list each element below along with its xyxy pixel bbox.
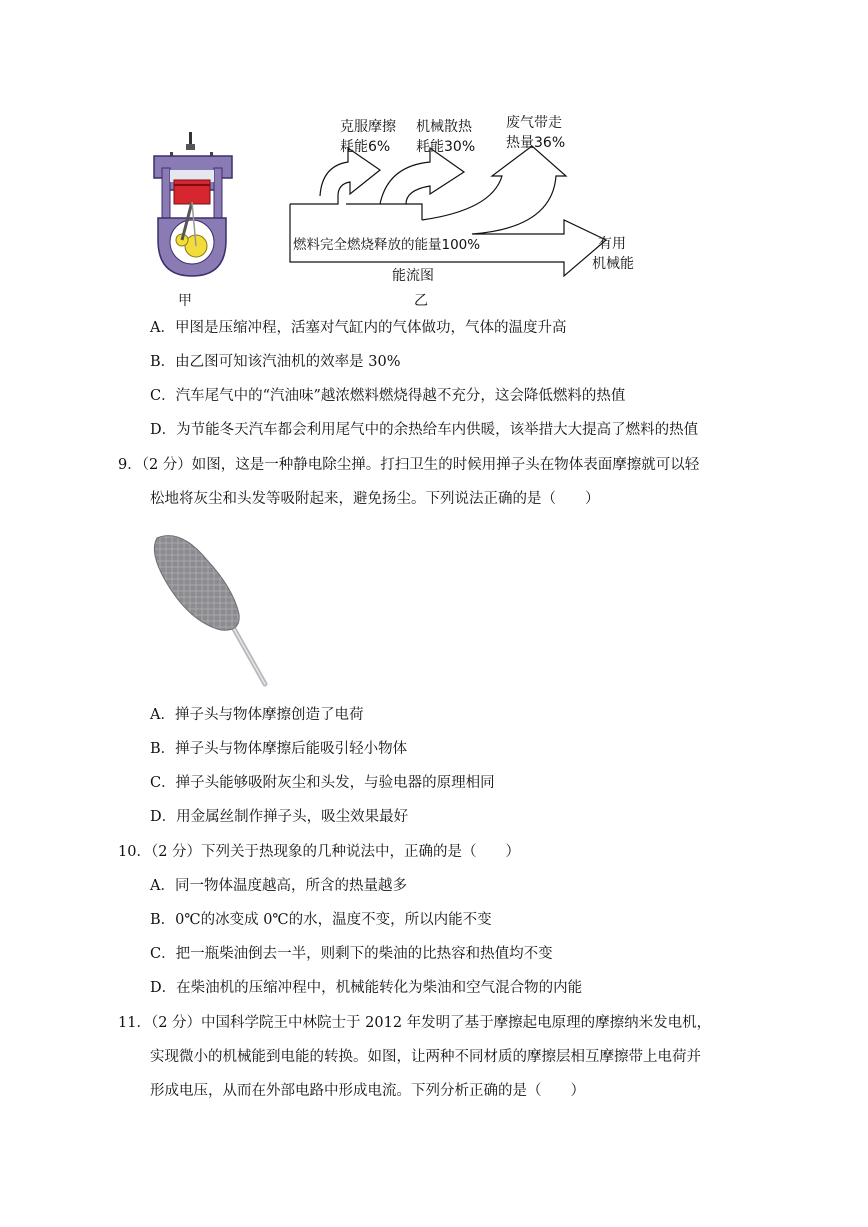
branch-label-heat-1: 机械散热 [416, 119, 472, 135]
q8-option-c: C．汽车尾气中的“汽油味”越浓燃料燃烧得越不充分，这会降低燃料的热值 [150, 388, 626, 404]
static-duster-illustration [145, 522, 275, 692]
q8-option-a: A．甲图是压缩冲程，活塞对气缸内的气体做功，气体的温度升高 [150, 320, 567, 336]
branch-label-exhaust-2: 热量36% [506, 135, 566, 151]
q9-option-d: D．用金属丝制作掸子头，吸尘效果最好 [150, 809, 409, 825]
figure-caption-jia: 甲 [178, 293, 192, 309]
branch-label-exhaust-1: 废气带走 [506, 115, 562, 131]
diagram-title: 能流图 [392, 268, 434, 284]
q8-option-b: B．由乙图可知该汽油机的效率是 30% [150, 354, 401, 370]
duster-figure [145, 522, 275, 692]
q10-option-c: C．把一瓶柴油倒去一半，则剩下的柴油的比热容和热值均不变 [150, 946, 553, 962]
figure-caption-yi: 乙 [414, 293, 428, 309]
q8-option-d: D．为节能冬天汽车都会利用尾气中的余热给车内供暖，该举措大大提高了燃料的热值 [150, 422, 699, 438]
q11-stem-line2: 实现微小的机械能到电能的转换。如图，让两种不同材质的摩擦层相互摩擦带上电荷并 [150, 1049, 701, 1065]
q11-stem-line1: 11．（2 分）中国科学院王中林院士于 2012 年发明了基于摩擦起电原理的摩擦纳米发电机， [118, 1015, 712, 1031]
input-energy-label: 燃料完全燃烧释放的能量100% [293, 237, 481, 253]
q9-option-c: C．掸子头能够吸附灰尘和头发，与验电器的原理相同 [150, 775, 495, 791]
q9-stem-line2: 松地将灰尘和头发等吸附起来，避免扬尘。下列说法正确的是（ ） [150, 491, 600, 507]
q10-stem: 10．（2 分）下列关于热现象的几种说法中，正确的是（ ） [118, 844, 521, 860]
q11-stem-line3: 形成电压，从而在外部电路中形成电流。下列分析正确的是（ ） [150, 1083, 585, 1099]
branch-label-friction-1: 克服摩擦 [340, 119, 396, 135]
branch-label-friction-2: 耗能6% [340, 139, 391, 155]
branch-label-heat-2: 耗能30% [416, 139, 476, 155]
engine-cylinder-illustration [148, 128, 238, 278]
q10-option-a: A．同一物体温度越高，所含的热量越多 [150, 878, 407, 894]
q9-option-b: B．掸子头与物体摩擦后能吸引轻小物体 [150, 741, 408, 757]
output-label-line2: 机械能 [592, 256, 634, 272]
q10-option-b: B．0℃的冰变成 0℃的水，温度不变，所以内能不变 [150, 912, 492, 928]
q9-stem-line1: 9．（2 分）如图，这是一种静电除尘掸。打扫卫生的时候用掸子头在物体表面摩擦就可以轻 [118, 457, 700, 473]
engine-figure [148, 128, 238, 278]
q10-option-d: D．在柴油机的压缩冲程中，机械能转化为柴油和空气混合物的内能 [150, 980, 583, 996]
q9-option-a: A．掸子头与物体摩擦创造了电荷 [150, 707, 364, 723]
output-label-line1: 有用 [598, 236, 626, 252]
